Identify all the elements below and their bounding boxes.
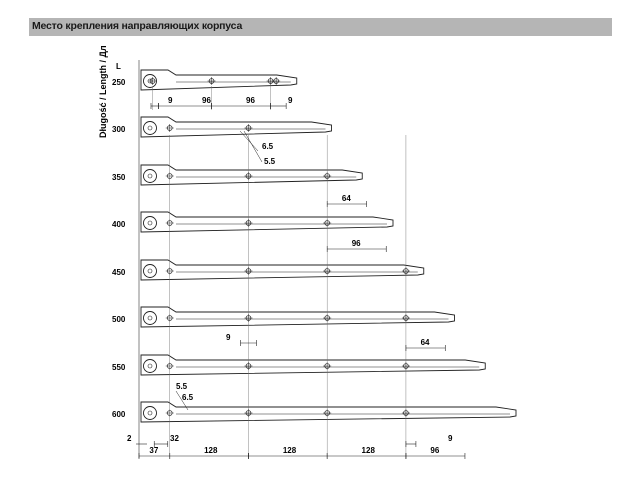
rail-body — [141, 355, 485, 375]
dim-350 — [327, 194, 366, 207]
leader-line — [244, 131, 262, 162]
dimension-label: 9 — [288, 96, 293, 105]
dimension-label: 96 — [351, 239, 361, 248]
dimension-label: 96 — [202, 96, 211, 105]
dimension-label: 96 — [430, 446, 440, 455]
dim-250-a — [151, 96, 173, 109]
dim-500-b — [406, 338, 445, 351]
dimension-label: 9 — [168, 96, 173, 105]
rail-300 — [112, 117, 332, 137]
length-label: 350 — [112, 173, 126, 182]
hole-size-label: 5.5 — [176, 382, 188, 391]
rail-body — [141, 260, 424, 280]
dimension-label: 32 — [170, 434, 179, 443]
rail-body — [141, 212, 393, 232]
dimension-label: 9 — [226, 333, 231, 342]
length-label: 400 — [112, 220, 126, 229]
hole-size-label: 6.5 — [182, 393, 194, 402]
rail-400 — [112, 212, 393, 232]
dim-bottom-chain — [139, 446, 170, 459]
dim-250-c — [212, 96, 271, 109]
rail-550 — [112, 355, 485, 375]
roller-axle — [148, 364, 152, 368]
dim-bottom-chain — [170, 446, 249, 459]
dimension-label: 9 — [448, 434, 453, 443]
rail-500 — [112, 307, 455, 327]
axis-symbol: L — [116, 62, 121, 71]
dimension-label: 2 — [127, 434, 132, 443]
rail-450 — [112, 260, 424, 280]
rail-350 — [112, 165, 362, 185]
length-label: 300 — [112, 125, 126, 134]
dim-400 — [327, 239, 386, 252]
roller-axle — [148, 221, 152, 225]
dimension-label: 128 — [361, 446, 375, 455]
dim-bottom-chain — [406, 446, 465, 459]
rail-body — [141, 402, 516, 422]
length-label: 600 — [112, 410, 126, 419]
hole-size-label: 6.5 — [262, 142, 274, 151]
roller-axle — [148, 126, 152, 130]
header-title: Место крепления направляющих корпуса — [32, 20, 243, 32]
dimension-label: 64 — [341, 194, 351, 203]
length-label: 550 — [112, 363, 126, 372]
length-label: 450 — [112, 268, 126, 277]
rail-250 — [112, 70, 297, 90]
length-label: 500 — [112, 315, 126, 324]
rail-600 — [112, 402, 516, 422]
length-label: 250 — [112, 78, 126, 87]
dimension-label: 128 — [204, 446, 218, 455]
hole-size-label: 5.5 — [264, 157, 276, 166]
rail-body — [141, 307, 455, 327]
dimension-label: 128 — [282, 446, 297, 455]
dimensions-group — [127, 60, 465, 459]
dim-250-b — [159, 96, 212, 109]
dimension-label: 96 — [246, 96, 255, 105]
dim-bottom-chain — [327, 446, 406, 459]
roller-axle — [148, 316, 152, 320]
roller-axle — [148, 174, 152, 178]
rail-body — [141, 70, 297, 90]
roller-axle — [148, 411, 152, 415]
roller-axle — [148, 269, 152, 273]
dimension-label: 37 — [149, 446, 159, 455]
dim-500-a — [226, 333, 256, 346]
dim-250-d — [271, 96, 293, 109]
rails-group — [112, 70, 516, 422]
dim-bottom-chain — [248, 446, 327, 459]
axis-title: Długość / Length / Дл — [98, 45, 108, 138]
dimension-label: 64 — [420, 338, 430, 347]
